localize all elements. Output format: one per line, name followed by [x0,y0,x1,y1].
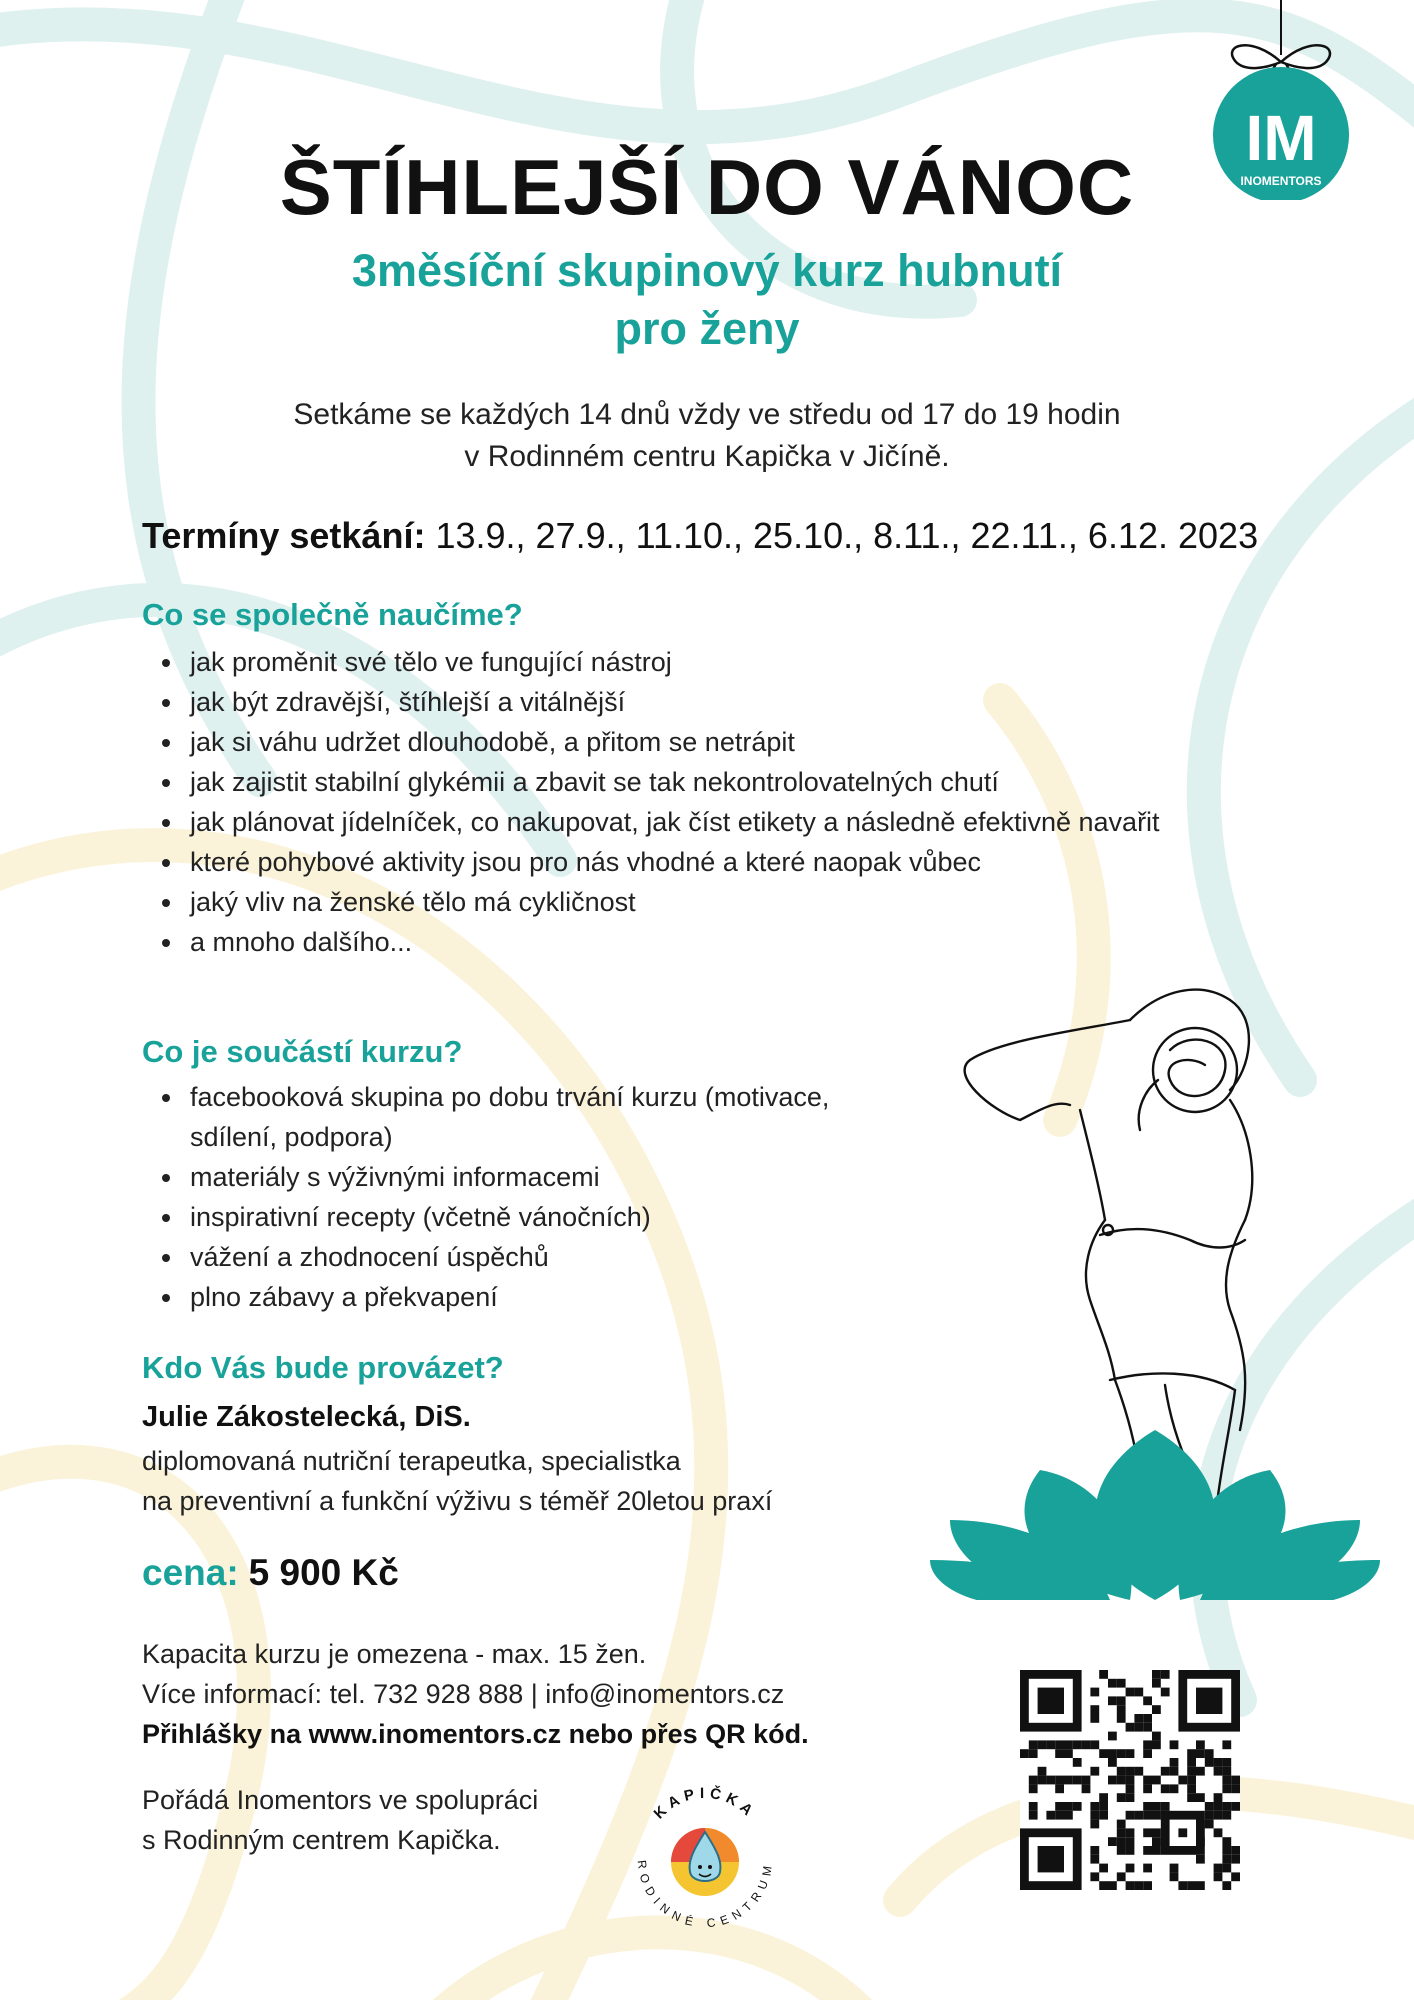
capacity-text: Kapacita kurzu je omezena - max. 15 žen. [142,1639,647,1669]
list-item: plno zábavy a překvapení [142,1277,830,1317]
guide-name: Julie Zákostelecká, DiS. [142,1401,471,1433]
learn-list [142,642,1320,962]
list-item: jaký vliv na ženské tělo má cykličnost [142,882,1320,922]
meeting-dates [142,515,1258,557]
guide-heading: Kdo Vás bude provázet? [142,1350,504,1385]
list-item: které pohybové aktivity jsou pro nás vhodné a které naopak vůbec [142,842,1320,882]
list-item: jak být zdravější, štíhlejší a vitálnější [142,682,1320,722]
price-value: 5 900 Kč [248,1552,399,1593]
guide-desc-line-2: na preventivní a funkční výživu s téměř 20letou praxí [142,1486,773,1516]
organizer-line-1: Pořádá Inomentors ve spolupráci [142,1785,539,1815]
meeting-line-1: Setkáme se každých 14 dnů vždy ve středu od 17 do 19 hodin [293,398,1121,431]
list-item: vážení a zhodnocení úspěchů [142,1237,830,1277]
subtitle-line-1: 3měsíční skupinový kurz hubnutí [351,245,1063,296]
subtitle [0,242,1414,358]
contact-text: Více informací: tel. 732 928 888 | info@inomentors.cz [142,1679,785,1709]
woman-lotus-illustration [930,960,1380,1600]
dates-label: Termíny setkání: [142,515,426,556]
kapicka-bottom-text: RODINNÉ CENTRUM [634,1859,776,1931]
organizer-info [142,1780,538,1860]
list-item: inspirativní recepty (včetně vánočních) [142,1197,830,1237]
list-item: jak proměnit své tělo ve fungující nástroj [142,642,1320,682]
includes-list [142,1077,830,1317]
logo-brand: INOMENTORS [1240,174,1322,188]
learn-heading: Co se společně naučíme? [142,597,523,632]
logo-monogram: IM [1245,102,1317,174]
list-item: jak si váhu udržet dlouhodobě, a přitom se netrápit [142,722,1320,762]
meeting-info [0,394,1414,478]
kapicka-top-text: KAPIČKA [650,1784,760,1823]
qr-code[interactable] [1020,1670,1240,1890]
meeting-line-2: v Rodinném centru Kapička v Jičíně. [464,440,950,473]
price-label: cena: [142,1552,239,1593]
subtitle-line-2: pro ženy [614,303,800,354]
kapicka-logo [620,1770,790,1940]
list-item: jak plánovat jídelníček, co nakupovat, jak číst etikety a následně efektivně navařit [142,802,1320,842]
guide-desc-line-1: diplomovaná nutriční terapeutka, specialistka [142,1446,681,1476]
page-title: ŠTÍHLEJŠÍ DO VÁNOC [279,143,1135,231]
includes-heading: Co je součástí kurzu? [142,1034,463,1069]
organizer-line-2: s Rodinným centrem Kapička. [142,1825,501,1855]
list-item: materiály s výživnými informacemi [142,1157,830,1197]
list-item: a mnoho dalšího... [142,922,1320,962]
list-item: jak zajistit stabilní glykémii a zbavit se tak nekontrolovatelných chutí [142,762,1320,802]
contact-info [142,1634,809,1754]
guide-description [142,1441,772,1521]
svg-text:KAPIČKA [651,1784,760,1823]
price [142,1552,399,1594]
list-item: facebooková skupina po dobu trvání kurzu (motivace, sdílení, podpora) [142,1077,830,1157]
signup-text: Přihlášky na www.inomentors.cz nebo přes QR kód. [142,1719,809,1749]
dates-value: 13.9., 27.9., 11.10., 25.10., 8.11., 22.11., 6.12. 2023 [435,515,1259,556]
